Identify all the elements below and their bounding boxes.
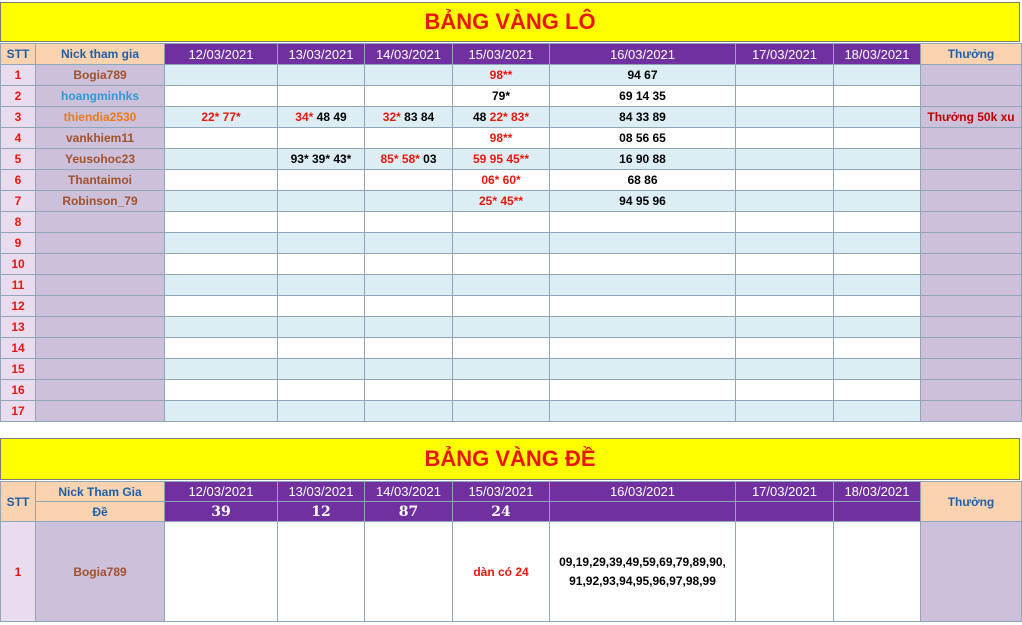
prediction-cell — [165, 338, 278, 359]
prediction-cell — [736, 254, 834, 275]
nick-header: Nick tham gia — [36, 44, 165, 65]
prediction-cell — [834, 212, 921, 233]
lo-table — [0, 43, 1022, 422]
nick-name — [36, 212, 165, 233]
row-number: 16 — [1, 380, 36, 401]
prediction-cell — [834, 380, 921, 401]
prediction-cell — [736, 170, 834, 191]
reward-cell — [921, 128, 1022, 149]
table-row — [1, 191, 1022, 212]
lo-title: BẢNG VÀNG LÔ — [424, 9, 596, 34]
prediction-cell — [834, 522, 921, 622]
reward-cell — [921, 254, 1022, 275]
nick-name: Bogia789 — [36, 65, 165, 86]
prediction-cell — [550, 359, 736, 380]
prediction-cell — [834, 254, 921, 275]
row-number: 9 — [1, 233, 36, 254]
prediction-text: 69 14 35 — [619, 89, 666, 103]
table-row — [1, 149, 1022, 170]
table-row — [1, 233, 1022, 254]
lo-title-banner — [0, 2, 1020, 42]
prediction-cell — [165, 254, 278, 275]
prediction-cell — [165, 212, 278, 233]
row-number: 6 — [1, 170, 36, 191]
table-row — [1, 107, 1022, 128]
date-header: 15/03/2021 — [453, 44, 550, 65]
thuong-header: Thưởng — [921, 44, 1022, 65]
prediction-cell — [453, 359, 550, 380]
prediction-cell — [736, 65, 834, 86]
date-header: 17/03/2021 — [736, 482, 834, 502]
stt-header: STT — [1, 44, 36, 65]
prediction-cell — [453, 128, 550, 149]
prediction-text: 98** — [489, 131, 513, 145]
row-number: 8 — [1, 212, 36, 233]
table-row — [1, 401, 1022, 422]
date-header: 12/03/2021 — [165, 44, 278, 65]
date-header: 14/03/2021 — [365, 44, 453, 65]
prediction-cell: 09,19,29,39,49,59,69,79,89,90, 91,92,93,94,95,96,97,98,99 — [550, 522, 736, 622]
prediction-cell — [278, 149, 365, 170]
thuong-header: Thưởng — [921, 482, 1022, 522]
reward-cell — [921, 170, 1022, 191]
prediction-text: 68 86 — [627, 173, 658, 187]
table-row — [1, 522, 1022, 622]
reward-cell — [921, 65, 1022, 86]
prediction-cell — [550, 275, 736, 296]
prediction-cell — [834, 338, 921, 359]
prediction-cell — [453, 212, 550, 233]
prediction-cell — [550, 401, 736, 422]
nick-name — [36, 317, 165, 338]
prediction-cell — [453, 317, 550, 338]
row-number: 2 — [1, 86, 36, 107]
prediction-text: 84 33 89 — [619, 110, 666, 124]
reward-cell — [921, 359, 1022, 380]
prediction-cell — [278, 86, 365, 107]
nick-name — [36, 338, 165, 359]
prediction-cell — [165, 149, 278, 170]
de-label: Đề — [36, 502, 165, 522]
prediction-cell — [365, 522, 453, 622]
prediction-cell — [165, 401, 278, 422]
table-row — [1, 359, 1022, 380]
prediction-cell — [365, 338, 453, 359]
nick-name: Bogia789 — [36, 522, 165, 622]
prediction-cell — [278, 212, 365, 233]
row-number: 10 — [1, 254, 36, 275]
row-number: 12 — [1, 296, 36, 317]
de-header-row — [1, 482, 1022, 502]
table-row — [1, 86, 1022, 107]
prediction-cell — [736, 380, 834, 401]
prediction-cell — [736, 317, 834, 338]
row-number: 1 — [1, 522, 36, 622]
prediction-cell — [550, 317, 736, 338]
reward-cell — [921, 233, 1022, 254]
nick-name: Thantaimoi — [36, 170, 165, 191]
nick-name — [36, 359, 165, 380]
nick-name: Robinson_79 — [36, 191, 165, 212]
prediction-text: 83 84 — [400, 110, 435, 124]
prediction-cell: dàn có 24 — [453, 522, 550, 622]
table-row — [1, 170, 1022, 191]
prediction-cell — [736, 522, 834, 622]
nick-name: hoangminhks — [36, 86, 165, 107]
prediction-cell — [165, 128, 278, 149]
prediction-cell — [834, 128, 921, 149]
row-number: 7 — [1, 191, 36, 212]
prediction-cell — [550, 128, 736, 149]
prediction-cell — [278, 338, 365, 359]
prediction-cell — [165, 86, 278, 107]
prediction-cell — [550, 170, 736, 191]
prediction-cell — [365, 212, 453, 233]
row-number: 3 — [1, 107, 36, 128]
prediction-cell — [278, 107, 365, 128]
prediction-cell — [453, 380, 550, 401]
prediction-cell — [834, 401, 921, 422]
prediction-text: 25* 45** — [478, 194, 524, 208]
reward-cell — [921, 522, 1022, 622]
prediction-cell — [834, 149, 921, 170]
prediction-cell — [165, 380, 278, 401]
de-values-row — [1, 502, 1022, 522]
nick-name: Yeusohoc23 — [36, 149, 165, 170]
prediction-cell — [550, 212, 736, 233]
table-row — [1, 275, 1022, 296]
table-row — [1, 128, 1022, 149]
prediction-cell — [453, 254, 550, 275]
prediction-text: 22* 77* — [201, 110, 241, 124]
de-result: 12 — [278, 502, 365, 522]
prediction-cell — [365, 254, 453, 275]
prediction-cell — [834, 86, 921, 107]
prediction-cell — [365, 65, 453, 86]
prediction-text: 79* — [491, 89, 511, 103]
prediction-cell — [365, 86, 453, 107]
de-table — [0, 481, 1022, 622]
prediction-cell — [453, 296, 550, 317]
date-header: 13/03/2021 — [278, 44, 365, 65]
prediction-cell — [365, 359, 453, 380]
prediction-cell — [453, 275, 550, 296]
stt-header: STT — [1, 482, 36, 522]
date-header: 16/03/2021 — [550, 44, 736, 65]
row-number: 1 — [1, 65, 36, 86]
prediction-cell — [550, 233, 736, 254]
nick-name — [36, 233, 165, 254]
prediction-cell — [365, 296, 453, 317]
prediction-cell — [165, 65, 278, 86]
prediction-cell — [165, 359, 278, 380]
prediction-cell — [365, 317, 453, 338]
prediction-cell — [278, 254, 365, 275]
row-number: 11 — [1, 275, 36, 296]
date-header: 13/03/2021 — [278, 482, 365, 502]
prediction-cell — [834, 170, 921, 191]
row-number: 15 — [1, 359, 36, 380]
de-title-banner — [0, 438, 1020, 480]
prediction-cell — [165, 107, 278, 128]
de-result — [834, 502, 921, 522]
prediction-cell — [550, 338, 736, 359]
prediction-cell — [736, 212, 834, 233]
prediction-cell — [550, 107, 736, 128]
prediction-cell — [278, 65, 365, 86]
prediction-cell — [365, 107, 453, 128]
prediction-text: 48 — [472, 110, 490, 124]
reward-cell — [921, 275, 1022, 296]
prediction-cell — [550, 296, 736, 317]
prediction-cell — [834, 317, 921, 338]
prediction-cell — [165, 317, 278, 338]
prediction-text: 08 56 65 — [619, 131, 666, 145]
nick-name: thiendia2530 — [36, 107, 165, 128]
prediction-cell — [736, 149, 834, 170]
date-header: 16/03/2021 — [550, 482, 736, 502]
prediction-cell — [834, 275, 921, 296]
reward-cell — [921, 86, 1022, 107]
nick-name — [36, 254, 165, 275]
prediction-cell — [550, 86, 736, 107]
prediction-cell — [453, 191, 550, 212]
prediction-cell — [736, 107, 834, 128]
prediction-cell — [365, 401, 453, 422]
table-row — [1, 65, 1022, 86]
prediction-cell — [550, 149, 736, 170]
reward-cell — [921, 401, 1022, 422]
date-header: 18/03/2021 — [834, 44, 921, 65]
prediction-cell — [834, 191, 921, 212]
prediction-cell — [736, 275, 834, 296]
prediction-text: 32* — [382, 110, 401, 124]
prediction-cell — [278, 170, 365, 191]
table-row — [1, 338, 1022, 359]
prediction-text: 94 95 96 — [619, 194, 666, 208]
prediction-text: 93* 39* 43* — [290, 152, 352, 166]
prediction-cell — [278, 128, 365, 149]
prediction-cell — [550, 254, 736, 275]
prediction-text: 16 90 88 — [619, 152, 666, 166]
date-header: 18/03/2021 — [834, 482, 921, 502]
prediction-text: 03 — [419, 152, 437, 166]
prediction-cell — [736, 128, 834, 149]
reward-cell — [921, 212, 1022, 233]
table-row — [1, 212, 1022, 233]
reward-cell — [921, 296, 1022, 317]
nick-name — [36, 380, 165, 401]
table-row — [1, 296, 1022, 317]
prediction-cell — [165, 170, 278, 191]
de-result — [736, 502, 834, 522]
prediction-cell — [165, 296, 278, 317]
de-result: 87 — [365, 502, 453, 522]
prediction-cell — [365, 149, 453, 170]
prediction-cell — [278, 317, 365, 338]
prediction-cell — [453, 86, 550, 107]
prediction-text: 98** — [489, 68, 513, 82]
prediction-cell — [278, 522, 365, 622]
prediction-cell — [278, 191, 365, 212]
de-result — [550, 502, 736, 522]
reward-cell — [921, 317, 1022, 338]
reward-cell — [921, 338, 1022, 359]
prediction-text: 59 95 45** — [472, 152, 530, 166]
prediction-cell — [278, 401, 365, 422]
prediction-cell — [736, 86, 834, 107]
reward-cell — [921, 149, 1022, 170]
prediction-text: 22* 83* — [489, 110, 530, 124]
prediction-text: 48 49 — [313, 110, 347, 124]
de-result: 39 — [165, 502, 278, 522]
prediction-cell — [365, 275, 453, 296]
nick-name: vankhiem11 — [36, 128, 165, 149]
prediction-text: 06* 60* — [481, 173, 521, 187]
nick-name — [36, 296, 165, 317]
prediction-cell — [365, 170, 453, 191]
date-header: 14/03/2021 — [365, 482, 453, 502]
prediction-cell — [834, 107, 921, 128]
row-number: 17 — [1, 401, 36, 422]
prediction-cell — [550, 191, 736, 212]
prediction-cell — [453, 149, 550, 170]
prediction-cell — [278, 296, 365, 317]
row-number: 14 — [1, 338, 36, 359]
prediction-cell — [453, 170, 550, 191]
prediction-cell — [834, 359, 921, 380]
table-row — [1, 380, 1022, 401]
prediction-cell — [365, 191, 453, 212]
prediction-cell — [453, 401, 550, 422]
prediction-cell — [550, 65, 736, 86]
prediction-cell — [365, 380, 453, 401]
prediction-cell — [736, 233, 834, 254]
nick-header: Nick Tham Gia — [36, 482, 165, 502]
prediction-cell — [278, 275, 365, 296]
nick-name — [36, 275, 165, 296]
de-result: 24 — [453, 502, 550, 522]
prediction-cell — [834, 65, 921, 86]
prediction-cell — [165, 275, 278, 296]
prediction-cell — [165, 233, 278, 254]
prediction-cell — [278, 380, 365, 401]
date-header: 15/03/2021 — [453, 482, 550, 502]
reward-cell — [921, 191, 1022, 212]
prediction-cell — [165, 191, 278, 212]
prediction-text: 94 67 — [627, 68, 658, 82]
prediction-cell — [453, 338, 550, 359]
prediction-text: 34* — [295, 110, 314, 124]
prediction-cell — [834, 233, 921, 254]
date-header: 12/03/2021 — [165, 482, 278, 502]
prediction-cell — [453, 65, 550, 86]
row-number: 5 — [1, 149, 36, 170]
prediction-cell — [278, 359, 365, 380]
row-number: 4 — [1, 128, 36, 149]
prediction-cell — [453, 233, 550, 254]
prediction-cell — [365, 128, 453, 149]
prediction-cell — [736, 359, 834, 380]
prediction-cell — [278, 233, 365, 254]
lo-header-row — [1, 44, 1022, 65]
reward-cell — [921, 380, 1022, 401]
prediction-cell — [736, 401, 834, 422]
table-row — [1, 254, 1022, 275]
prediction-cell — [453, 107, 550, 128]
prediction-cell — [834, 296, 921, 317]
date-header: 17/03/2021 — [736, 44, 834, 65]
prediction-cell — [550, 380, 736, 401]
de-title: BẢNG VÀNG ĐỀ — [424, 446, 596, 471]
table-row — [1, 317, 1022, 338]
prediction-cell — [365, 233, 453, 254]
prediction-cell — [165, 522, 278, 622]
prediction-text: 85* 58* — [380, 152, 420, 166]
prediction-cell — [736, 338, 834, 359]
row-number: 13 — [1, 317, 36, 338]
nick-name — [36, 401, 165, 422]
prediction-cell — [736, 296, 834, 317]
reward-cell: Thưởng 50k xu — [921, 107, 1022, 128]
prediction-cell — [736, 191, 834, 212]
